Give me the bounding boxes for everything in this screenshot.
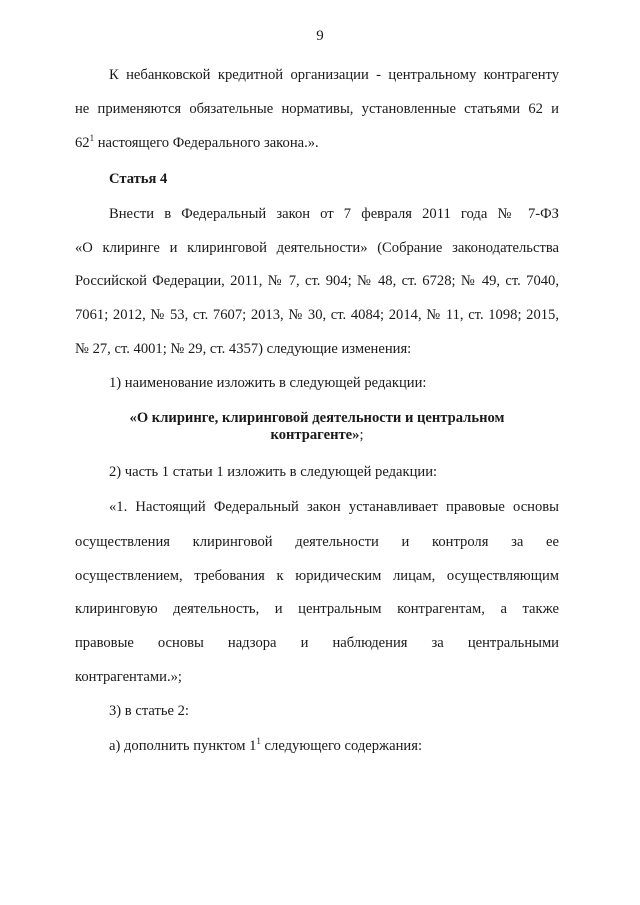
superscript: 1 [256,736,261,747]
text-span: а) дополнить пунктом 1 [109,738,257,754]
new-title-line-2 [75,426,559,444]
paragraph-line: Внести в Федеральный закон от 7 февраля 2011 года № 7-ФЗ [109,206,559,222]
article-heading: Статья 4 [109,171,168,187]
list-item: 2) часть 1 статьи 1 изложить в следующей редакции: [109,464,438,480]
text-span: настоящего Федерального закона.». [94,135,319,151]
paragraph-line: 7061; 2012, № 53, ст. 7607; 2013, № 30, ст. 4084; 2014, № 11, ст. 1098; 2015, [75,307,559,323]
paragraph-line: «О клиринге и клиринговой деятельности» (Собрание законодательства [75,240,559,256]
new-title-bold: контрагенте» [270,427,360,443]
paragraph-line [75,134,559,152]
paragraph-line: правовые основы надзора и наблюдения за центральными [75,635,559,651]
page-number: 9 [316,28,324,44]
paragraph-line: клиринговую деятельность, и центральным контрагентам, а также [75,601,559,617]
paragraph-line: контрагентами.»; [75,669,182,685]
paragraph-line: К небанковской кредитной организации - центральному контрагенту [109,67,559,83]
list-item: 1) наименование изложить в следующей редакции: [109,375,427,391]
paragraph-line: осуществлением, требования к юридическим лицам, осуществляющим [75,568,559,584]
text-span: следующего содержания: [260,738,423,754]
new-title-line-1: «О клиринге, клиринговой деятельности и центральном [129,410,505,426]
new-title-end: ; [359,427,364,443]
superscript: 1 [89,133,95,144]
list-item: 3) в статье 2: [109,703,189,719]
list-item [75,737,559,755]
paragraph-line: осуществления клиринговой деятельности и контроля за ее [75,534,559,550]
paragraph-line: не применяются обязательные нормативы, установленные статьями 62 и [75,101,559,117]
paragraph-line: № 27, ст. 4001; № 29, ст. 4357) следующие изменения: [75,341,412,357]
paragraph-line: Российской Федерации, 2011, № 7, ст. 904; № 48, ст. 6728; № 49, ст. 7040, [75,273,559,289]
paragraph-line: «1. Настоящий Федеральный закон устанавливает правовые основы [109,499,559,515]
number-62: 62 [75,135,90,151]
